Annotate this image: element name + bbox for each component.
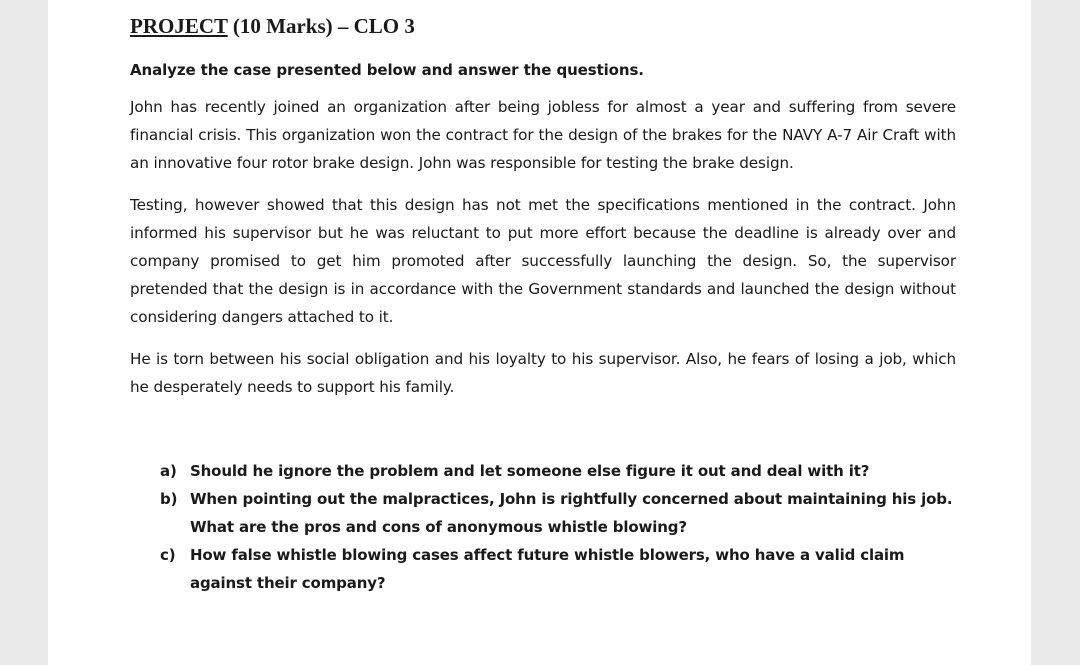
question-label: a) [160,461,177,480]
question-text: How false whistle blowing cases affect future whistle blowers, who have a valid claim against their company? [190,545,905,592]
instruction-text: Analyze the case presented below and answer the questions. [130,61,644,79]
title-marks-clo: (10 Marks) – CLO 3 [227,14,415,38]
case-paragraph-1: John has recently joined an organization after being jobless for almost a year and suffering from severe financial crisis. This organization won the contract for the design of the brakes for the NAVY A-7 Air Craft with an innovative four rotor brake design. John was responsible for testing the brake design. [130,98,956,172]
question-list [160,457,956,597]
document-content [130,14,956,597]
page-title [130,14,956,39]
question-text: Should he ignore the problem and let someone else figure it out and deal with it? [190,461,870,480]
question-label: b) [160,489,178,508]
case-paragraph-3: He is torn between his social obligation and his loyalty to his supervisor. Also, he fears of losing a job, which he desperately needs to support his family. [130,350,956,397]
question-text: When pointing out the malpractices, John is rightfully concerned about maintaining his job. What are the pros and cons of anonymous whistle blowing? [190,489,953,536]
question-b [160,485,956,541]
case-paragraph-2: Testing, however showed that this design has not met the specifications mentioned in the contract. John informed his supervisor but he was reluctant to put more effort because the deadline is already over and company promised to get him promoted after successfully launching the design. So, the supervisor pretended that the design is in accordance with the Government standards and launched the design without considering dangers attached to it. [130,196,956,326]
question-label: c) [160,545,176,564]
question-c [160,541,956,597]
document-page [48,0,1031,665]
question-a [160,457,956,485]
title-project: PROJECT [130,14,228,38]
